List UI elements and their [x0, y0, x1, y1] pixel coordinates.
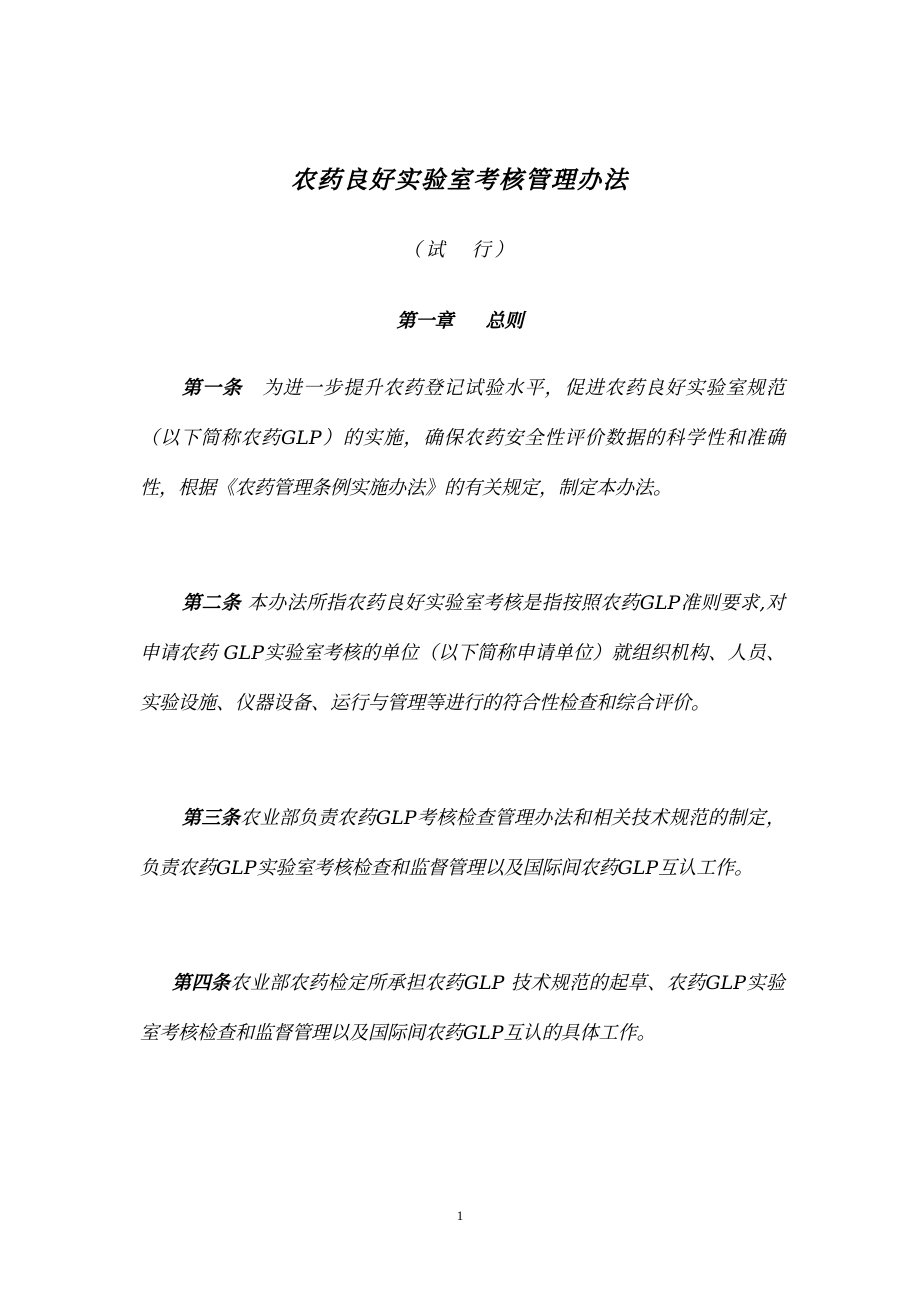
- document-title: 农药良好实验室考核管理办法: [291, 165, 629, 194]
- article-2: [140, 578, 785, 728]
- article-4: [140, 958, 785, 1058]
- article-1-lead: 第一条: [182, 377, 243, 399]
- article-1: [140, 363, 785, 513]
- article-4-lead: 第四条: [172, 972, 231, 994]
- article-3-lead: 第三条: [182, 807, 241, 829]
- article-1-text: 为进一步提升农药登记试验水平，促进农药良好实验室规范（以下简称农药GLP）的实施，确保农药安全性评价数据的科学性和准确性，根据《农药管理条例实施办法》的有关规定，制定本办法。: [140, 377, 785, 499]
- article-3-text: 农业部负责农药GLP考核检查管理办法和相关技术规范的制定，负责农药GLP实验室考核检查和监督管理以及国际间农药GLP互认工作。: [140, 807, 785, 879]
- document-subtitle: （试 行）: [402, 239, 518, 261]
- article-4-text: 农业部农药检定所承担农药GLP 技术规范的起草、农药GLP实验室考核检查和监督管理以及国际间农药GLP互认的具体工作。: [140, 972, 785, 1044]
- chapter-number: 第一章: [396, 310, 454, 332]
- chapter-heading: [0, 306, 920, 333]
- article-2-lead: 第二条: [182, 592, 241, 614]
- article-3: [140, 793, 785, 893]
- chapter-name: 总则: [485, 310, 524, 332]
- page-number: 1: [456, 1208, 464, 1223]
- article-2-text: 本办法所指农药良好实验室考核是指按照农药GLP准则要求,对申请农药 GLP实验室考核的单位（以下简称申请单位）就组织机构、人员、实验设施、仪器设备、运行与管理等进行的符合性检查和综合评价。: [140, 592, 785, 714]
